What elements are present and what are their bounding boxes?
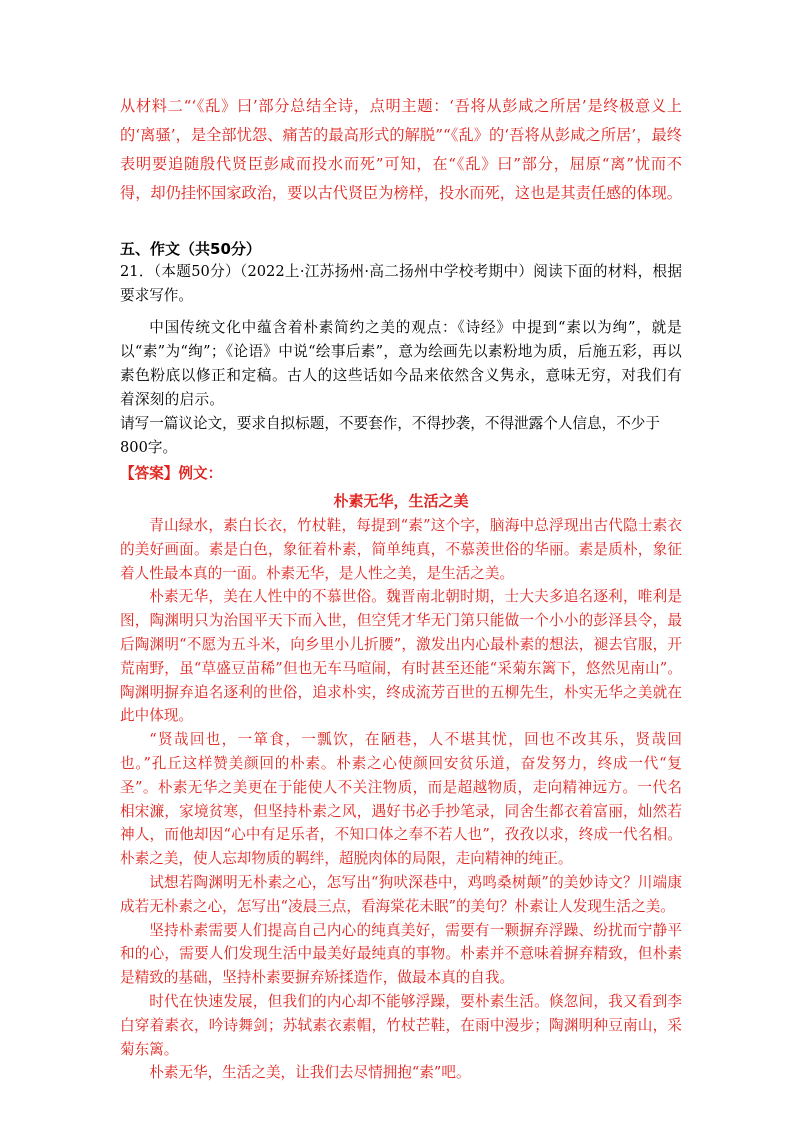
essay-title: 朴素无华，生活之美 [333,492,469,510]
essay-paragraph-7: 朴素无华，生活之美，让我们去尽情拥抱“素”吧。 [149,1064,471,1082]
essay-paragraph-3: “贤哉回也，一箪食，一瓢饮，在陋巷，人不堪其忧，回也不改其乐，贤哉回也。”孔丘这样赞美颜回的朴素。朴素之心使颜回安贫乐道，奋发努力，终成一代“复圣”。朴素无华之美更在于能使人不关注物质，而是超越物质，走向精神远方。一代名相宋濂，家境贫寒，但坚持朴素之风，遇好书必手抄笔录，同舍生都衣着富丽，灿然若神人，而他却因“心中有足乐者，不知口体之奉不若人也”，孜孜以求，终成一代名相。朴素之美，使人忘却物质的羁绊，超脱肉体的局限，走向精神的纯正。 [120,731,682,868]
essay-paragraph-1: 青山绿水，素白长衣，竹杖鞋，每提到“素”这个字，脑海中总浮现出古代隐士素衣的美好画面。素是白色，象征着朴素，简单纯真，不慕羡世俗的华丽。素是质朴，象征着人性最本真的一面。朴素无华，是人性之美，是生活之美。 [120,517,682,582]
essay-paragraph-2: 朴素无华，美在人性中的不慕世俗。魏晋南北朝时期，士大夫多追名逐利，唯利是图，陶渊明只为治国平天下而入世，但空凭才华无门第只能做一个小小的彭泽县令，最后陶渊明“不愿为五斗米，向乡里小儿折腰”，激发出内心最朴素的想法，褪去官服，开荒南野，虽“草盛豆苗稀”但也无车马喧闹，有时甚至还能“采菊东篱下，悠然见南山”。陶渊明摒弃追名逐利的世俗，追求朴实，终成流芳百世的五柳先生，朴实无华之美就在此中体现。 [120,588,682,725]
example-essay-label: 例文： [178,465,223,482]
essay-body [120,514,682,1085]
section-heading-composition: 五、作文（共50分） [120,240,261,258]
writing-requirement: 请写一篇议论文，要求自拟标题，不要套作，不得抄袭，不得泄露个人信息，不少于800字。 [120,415,660,456]
answer-tag: 【答案】 [120,465,179,482]
essay-paragraph-5: 坚持朴素需要人们提高自己内心的纯真美好，需要有一颗摒弃浮躁、纷扰而宁静平和的心，需要人们发现生活中最美好最纯真的事物。朴素并不意味着摒弃精致，但朴素是精致的基础，坚持朴素要摒弃矫揉造作，做最本真的自我。 [120,921,682,987]
essay-paragraph-4: 试想若陶渊明无朴素之心，怎写出“狗吠深巷中，鸡鸣桑树颠”的美妙诗文？川端康成若无朴素之心，怎写出“凌晨三点，看海棠花未眠”的美句？朴素让人发现生活之美。 [120,873,682,915]
question-21: 21．（本题50分）（2022上·江苏扬州·高二扬州中学校考期中）阅读下面的材料，根据要求写作。 [120,263,682,304]
material2-summary: 从材料二“‘《乱》曰’部分总结全诗，点明主题：‘吾将从彭咸之所居’是终极意义上的‘离骚’，是全部忧怨、痛苦的最高形式的解脱”“《乱》的‘吾将从彭咸之所居’，最终表明要追随殷代贤臣彭咸而投水而死”可知，在“《乱》曰”部分，屈原“离”忧而不得，却仍挂怀国家政治，要以古代贤臣为榜样，投水而死，这也是其责任感的体现。 [120,97,682,202]
writing-material: 中国传统文化中蕴含着朴素简约之美的观点：《诗经》中提到“素以为绚”，就是以“素”为“绚”；《论语》中说“绘事后素”，意为绘画先以素粉地为质，后施五彩，再以素色粉底以修正和定稿。古人的这些话如今品来依然含义隽永，意味无穷，对我们有着深刻的启示。 [120,319,682,408]
essay-paragraph-6: 时代在快速发展，但我们的内心却不能够浮躁，要朴素生活。倏忽间，我又看到李白穿着素衣，吟诗舞剑；苏轼素衣素帽，竹杖芒鞋，在雨中漫步；陶渊明种豆南山，采菊东篱。 [120,992,682,1058]
answer-label [120,462,682,486]
